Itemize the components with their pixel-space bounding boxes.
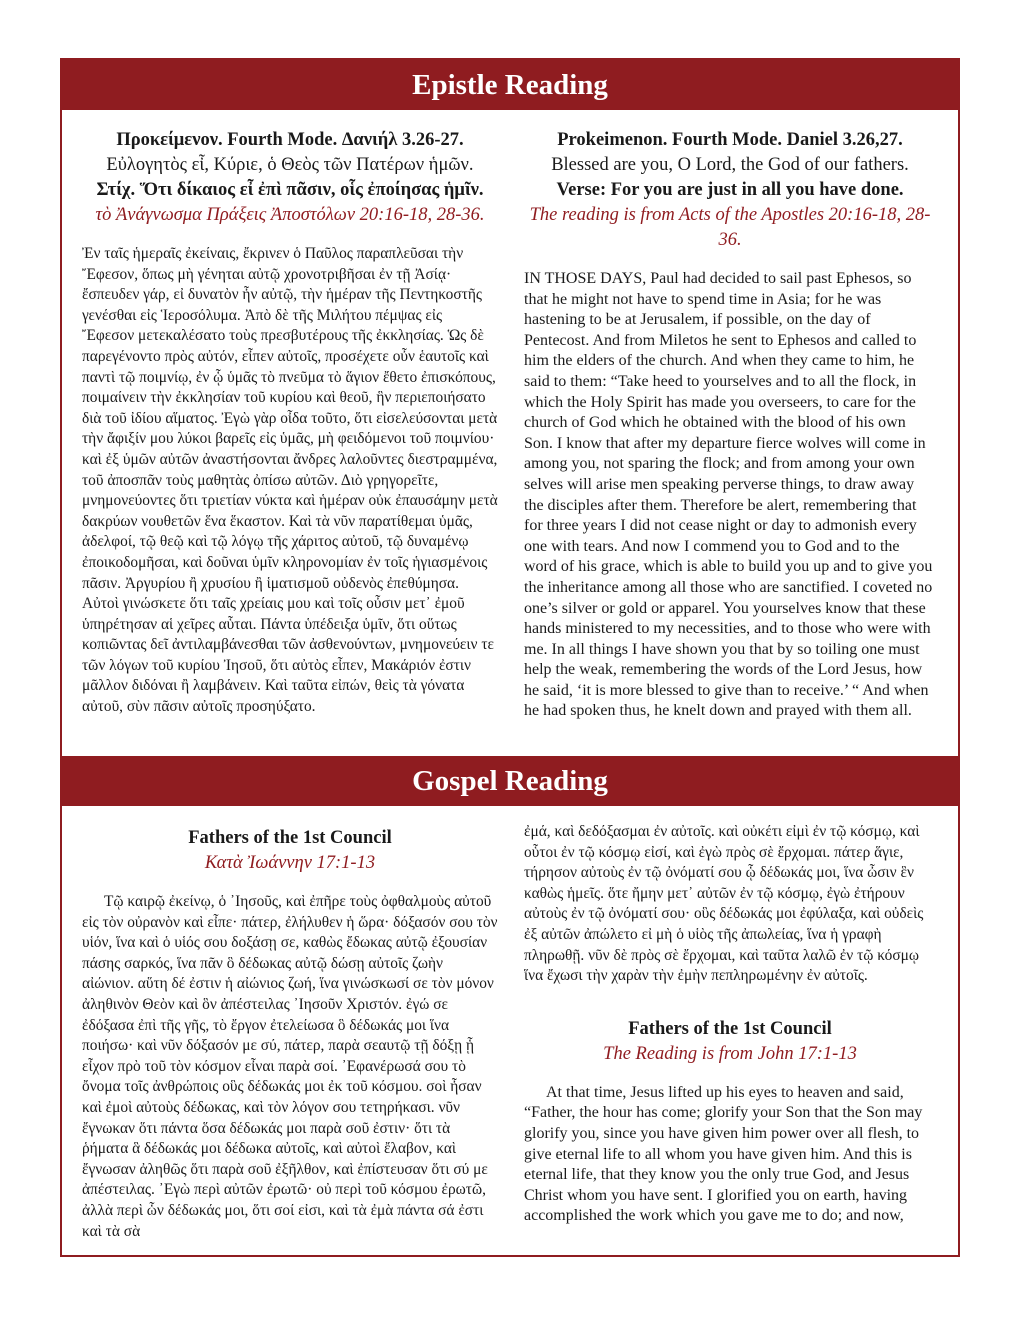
gospel-greek-column [82, 826, 498, 1242]
english-prokeimenon: Prokeimenon. Fourth Mode. Daniel 3.26,27. [557, 130, 903, 150]
gospel-english-heading [524, 1017, 936, 1067]
epistle-greek-column [82, 128, 498, 718]
greek-epistle-paragraph: Ἐν ταῖς ἡμεραῖς ἐκείναις, ἔκρινεν ὁ Παῦλος παραπλεῦσαι τὴν Ἔφεσον, ὅπως μὴ γένηται αὐτῷ χρονοτριβῆσαι ἐν τῇ Ἀσίᾳ· ἔσπευδεν γάρ, εἰ δυνατὸν ἦν αὐτῷ, τὴν ἡμέραν τῆς Πεντηκοστῆς γενέσθαι εἰς Ἱεροσόλυμα. Ἀπὸ δὲ τῆς Μιλήτου πέμψας εἰς Ἔφεσον μετεκαλέσατο τοὺς πρεσβυτέρους τῆς ἐκκλησίας. Ὡς δὲ παρεγένοντο πρὸς αὐτόν, εἶπεν αὐτοῖς, προσέχετε οὖν ἑαυτοῖς καὶ παντὶ τῷ ποιμνίῳ, ἐν ᾧ ὑμᾶς τὸ πνεῦμα τὸ ἅγιον ἔθετο ἐπισκόπους, ποιμαίνειν τὴν ἐκκλησίαν τοῦ κυρίου καὶ θεοῦ, ἣν περιεποιήσατο διὰ τοῦ ἰδίου αἵματος. Ἐγὼ γὰρ οἶδα τοῦτο, ὅτι εἰσελεύσονται μετὰ τὴν ἄφιξίν μου λύκοι βαρεῖς εἰς ὑμᾶς, μὴ φειδόμενοι τοῦ ποιμνίου· καὶ ἐξ ὑμῶν αὐτῶν ἀναστήσονται ἄνδρες λαλοῦντες διεστραμμένα, τοῦ ἀποσπᾶν τοὺς μαθητὰς ὀπίσω αὐτῶν. Διὸ γρηγορεῖτε, μνημονεύοντες ὅτι τριετίαν νύκτα καὶ ἡμέραν οὐκ ἐπαυσάμην μετὰ δακρύων νουθετῶν ἕνα ἕκαστον. Καὶ τὰ νῦν παρατίθεμαι ὑμᾶς, ἀδελφοί, τῷ θεῷ καὶ τῷ λόγῳ τῆς χάριτος αὐτοῦ, τῷ δυναμένῳ ἐποικοδομῆσαι, καὶ δοῦναι ὑμῖν κληρονομίαν ἐν τοῖς ἡγιασμένοις πᾶσιν. Ἀργυρίου ἢ χρυσίου ἢ ἱματισμοῦ οὐδενὸς ἐπεθύμησα. Αὐτοὶ γινώσκετε ὅτι ταῖς χρείαις μου καὶ τοῖς οὖσιν μετ᾽ ἐμοῦ ὑπηρέτησαν αἱ χεῖρες αὗται. Πάντα ὑπέδειξα ὑμῖν, ὅτι οὕτως κοπιῶντας δεῖ ἀντιλαμβάνεσθαι τῶν ἀσθενούντων, μνημονεύειν τε τῶν λόγων τοῦ κυρίου Ἰησοῦ, ὅτι αὐτὸς εἶπεν, Μακάριόν ἐστιν μᾶλλον διδόναι ἢ λαμβάνειν. Καὶ ταῦτα εἰπών, θεὶς τὰ γόνατα αὐτοῦ, σὺν πᾶσιν αὐτοῖς προσηύξατο. [82, 245, 498, 716]
greek-prokeimenon: Προκείμενον. Fourth Mode. Δανιήλ 3.26-27. [116, 130, 464, 150]
english-gospel-text [524, 1083, 936, 1227]
greek-epistle-reference: τὸ Ἀνάγνωσμα Πράξεις Ἀποστόλων 20:16-18, 28-36. [95, 205, 485, 225]
epistle-english-column [524, 128, 936, 722]
english-gospel-paragraph: At that time, Jesus lifted up his eyes to heaven and said, “Father, the hour has come; glorify your Son that the Son may glorify you, since you have given him power over all flesh, to give eternal life to all whom you have given him. And this is eternal life, that they know you the only true God, and Jesus Christ whom you have sent. I glorified you on earth, having accomplished the work which you gave me to do; and now, [524, 1083, 923, 1225]
greek-gospel-continuation-paragraph: ἐμά, καὶ δεδόξασμαι ἐν αὐτοῖς. καὶ οὐκέτι εἰμὶ ἐν τῷ κόσμῳ, καὶ οὗτοι ἐν τῷ κόσμῳ εἰσί, καὶ ἐγὼ πρὸς σὲ ἔρχομαι. πάτερ ἅγιε, τήρησον αὐτοὺς ἐν τῷ ὀνόματί σου ᾧ δέδωκάς μοι, ἵνα ὦσιν ἓν καθὼς ἡμεῖς. ὅτε ἤμην μετ᾿ αὐτῶν ἐν τῷ κόσμῳ, ἐγὼ ἐτήρουν αὐτοὺς ἐν τῷ ὀνόματί σου· οὓς δέδωκάς μοι ἐφύλαξα, καὶ οὐδεὶς ἐξ αὐτῶν ἀπώλετο εἰ μὴ ὁ υἱὸς τῆς ἀπωλείας, ἵνα ἡ γραφὴ πληρωθῇ. νῦν δὲ πρὸς σὲ ἔρχομαι, καὶ ταῦτα λαλῶ ἐν τῷ κόσμῳ ἵνα ἔχωσι τὴν χαρὰν τὴν ἐμὴν πεπληρωμένην ἐν αὐτοῖς. [524, 823, 924, 985]
english-epistle-reference: The reading is from Acts of the Apostles 20:16-18, 28-36. [529, 205, 931, 250]
greek-gospel-paragraph: Τῷ καιρῷ ἐκείνῳ, ὁ ᾿Ιησοῦς, καὶ ἐπῆρε τοὺς ὀφθαλμοὺς αὐτοῦ εἰς τὸν οὐρανὸν καὶ εἶπε· πάτερ, ἐλήλυθεν ἡ ὥρα· δόξασόν σου τὸν υἱόν, ἵνα καὶ ὁ υἱός σου δοξάσῃ σε, καθὼς ἔδωκας αὐτῷ ἐξουσίαν πάσης σαρκός, ἵνα πᾶν ὃ δέδωκας αὐτῷ δώσῃ αὐτοῖς ζωὴν αἰώνιον. αὕτη δέ ἐστιν ἡ αἰώνιος ζωή, ἵνα γινώσκωσί σε τὸν μόνον ἀληθινὸν Θεὸν καὶ ὃν ἀπέστειλας ᾿Ιησοῦν Χριστόν. ἐγώ σε ἐδόξασα ἐπὶ τῆς γῆς, τὸ ἔργον ἐτελείωσα ὃ δέδωκάς μοι ἵνα ποιήσω· καὶ νῦν δόξασόν με σύ, πάτερ, παρὰ σεαυτῷ τῇ δόξῃ ᾗ εἶχον πρὸ τοῦ τὸν κόσμον εἶναι παρὰ σοί. ᾿Εφανέρωσά σου τὸ ὄνομα τοῖς ἀνθρώποις οὓς δέδωκάς μοι ἐκ τοῦ κόσμου. σοὶ ἦσαν καὶ ἐμοὶ αὐτοὺς δέδωκας, καὶ τὸν λόγον σου τετηρήκασι. νῦν ἔγνωκαν ὅτι πάντα ὅσα δέδωκάς μοι παρὰ σοῦ ἐστιν· ὅτι τὰ ῥήματα ἃ δέδωκάς μοι δέδωκα αὐτοῖς, καὶ αὐτοὶ ἔλαβον, καὶ ἔγνωσαν ἀληθῶς ὅτι παρὰ σοῦ ἐξῆλθον, καὶ ἐπίστευσαν ὅτι σύ με ἀπέστειλας. ᾿Εγὼ περὶ αὐτῶν ἐρωτῶ· οὐ περὶ τοῦ κόσμου ἐρωτῶ, ἀλλὰ περὶ ὧν δέδωκάς μοι, ὅτι σοί εἰσι, καὶ τὰ ἐμὰ πάντα σά ἐστι καὶ τὰ σὰ [82, 893, 498, 1240]
english-epistle-text [524, 269, 936, 722]
english-gospel-reference: The Reading is from John 17:1-13 [603, 1043, 857, 1064]
gospel-right-column [524, 822, 936, 1227]
greek-gospel-title: Fathers of the 1st Council [188, 828, 392, 848]
epistle-english-heading [524, 128, 936, 253]
greek-verse: Στίχ. Ὅτι δίκαιος εἶ ἐπὶ πᾶσιν, οἷς ἐποίησας ἡμῖν. [96, 180, 484, 200]
english-epistle-paragraph: IN THOSE DAYS, Paul had decided to sail past Ephesos, so that he might not have to spend time in Asia; for he was hastening to be at Jerusalem, if possible, on the day of Pentecost. And from Miletos he sent to Ephesos and called to him the elders of the church. And when they came to him, he said to them: “Take heed to yourselves and to all the flock, in which the Holy Spirit has made you overseers, to care for the church of God which he obtained with the blood of his own Son. I know that after my departure fierce wolves will come in among you, not sparing the flock; and from among your own selves will arise men speaking perverse things, to draw away the disciples after them. Therefore be alert, remembering that for three years I did not cease night or day to admonish every one with tears. And now I commend you to God and to the word of his grace, which is able to build you up and to give you the inheritance among all those who are sanctified. I coveted no one’s silver or gold or apparel. You yourselves know that these hands ministered to my necessities, and to those who were with me. In all things I have shown you that by so toiling one must help the weak, remembering the words of the Lord Jesus, how he said, ‘it is more blessed to give than to receive.’ “ And when he had spoken thus, he knelt down and prayed with them all. [524, 270, 933, 720]
gospel-banner: Gospel Reading [60, 756, 960, 806]
english-gospel-title: Fathers of the 1st Council [628, 1018, 832, 1039]
english-verse: Verse: For you are just in all you have done. [556, 180, 904, 200]
epistle-banner: Epistle Reading [60, 60, 960, 110]
greek-gospel-reference: Κατὰ Ἰωάννην 17:1-13 [204, 853, 376, 873]
greek-gospel-continuation [524, 822, 936, 987]
greek-epistle-text [82, 244, 498, 718]
greek-gospel-text [82, 892, 498, 1242]
gospel-greek-heading [82, 826, 498, 876]
epistle-greek-heading [82, 128, 498, 228]
greek-prokeimenon-line: Εὐλογητὸς εἶ, Κύριε, ὁ Θεὸς τῶν Πατέρων ἡμῶν. [106, 155, 474, 175]
english-prokeimenon-line: Blessed are you, O Lord, the God of our fathers. [551, 155, 909, 175]
